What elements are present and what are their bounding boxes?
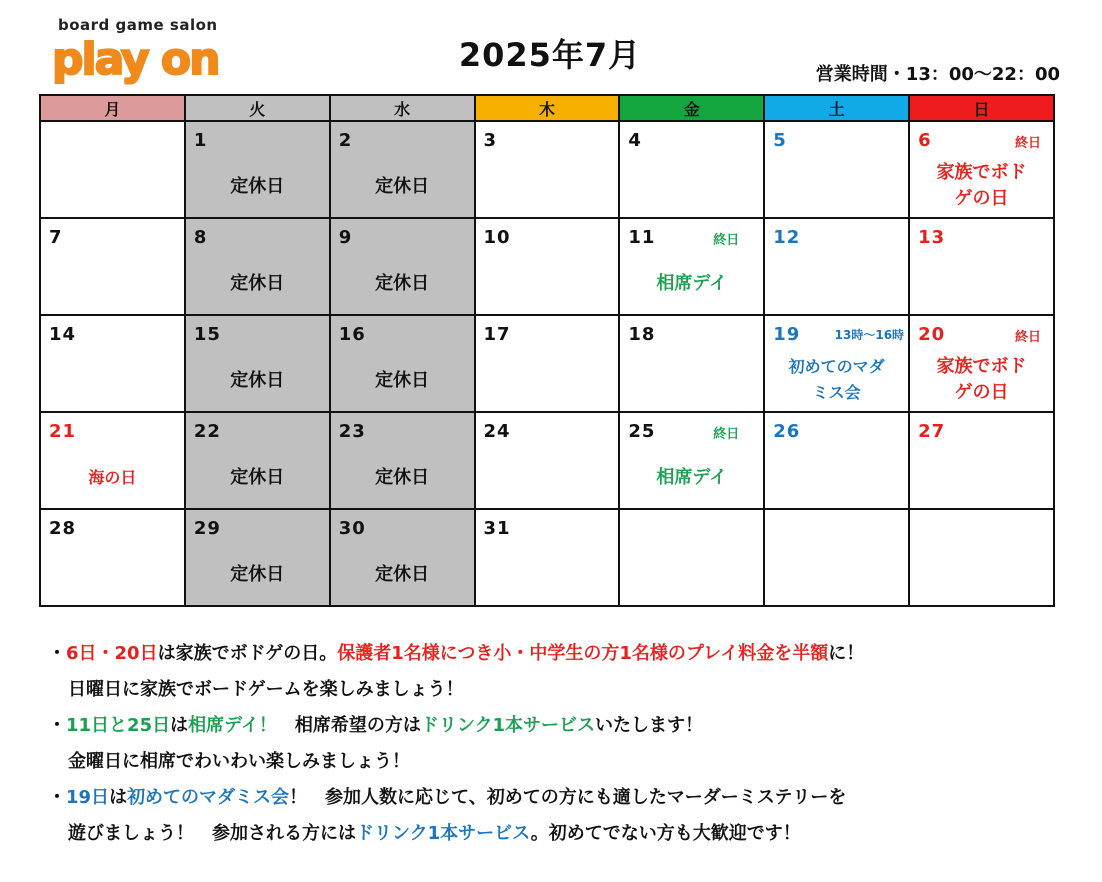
calendar-day	[909, 218, 1054, 315]
note-text: 。初めてでない方も大歓迎です！	[530, 823, 801, 844]
logo-wordmark-text: play on	[52, 34, 219, 85]
day-number: 3	[483, 130, 498, 151]
closed-day-label: 定休日	[375, 176, 430, 197]
day-number: 27	[918, 421, 946, 442]
weekday-sun: 日	[909, 95, 1054, 121]
note-family-day	[48, 636, 1088, 672]
calendar-day-empty	[619, 509, 764, 606]
calendar-day	[475, 509, 620, 606]
closed-day-label: 定休日	[375, 467, 430, 488]
closed-day-label: 定休日	[230, 176, 285, 197]
note-text: 相席希望の方は	[276, 715, 421, 736]
weekday-sat: 土	[764, 95, 909, 121]
all-day-tag: 終日	[713, 427, 740, 442]
calendar-day	[909, 121, 1054, 218]
logo	[50, 16, 230, 86]
closed-day-label: 定休日	[230, 564, 285, 585]
calendar-day	[619, 412, 764, 509]
weekday-tue: 火	[185, 95, 330, 121]
day-number: 19	[773, 324, 801, 345]
calendar-day	[909, 315, 1054, 412]
calendar-day	[40, 509, 185, 606]
note-mystery-line2	[48, 816, 1088, 852]
business-hours: 営業時間・13：00〜22：00	[815, 64, 1060, 85]
calendar-day	[475, 412, 620, 509]
calendar-day	[185, 412, 330, 509]
calendar-day-empty	[40, 121, 185, 218]
calendar-week-row	[40, 509, 1054, 606]
day-number: 15	[193, 324, 221, 345]
murder-mystery-event: 初めてのマダミス会	[788, 357, 885, 402]
note-highlight: 6日・20日	[66, 643, 158, 664]
day-number: 29	[193, 518, 221, 539]
family-boardgame-event: 家族でボドゲの日	[936, 356, 1027, 403]
closed-day-label: 定休日	[375, 564, 430, 585]
day-number: 24	[483, 421, 511, 442]
calendar-day	[185, 218, 330, 315]
calendar-week-row	[40, 412, 1054, 509]
note-text: いたします！	[595, 715, 704, 736]
note-highlight: 19日	[66, 787, 110, 808]
calendar-day	[330, 315, 475, 412]
day-number: 23	[338, 421, 366, 442]
note-highlight: 11日と25日	[66, 715, 171, 736]
day-number: 14	[49, 324, 77, 345]
calendar-day	[330, 121, 475, 218]
note-highlight: ドリンク1本サービス	[356, 823, 531, 844]
day-number: 16	[338, 324, 366, 345]
note-highlight: 相席デイ！	[188, 715, 277, 736]
calendar-day	[764, 121, 909, 218]
day-number: 21	[49, 421, 77, 442]
closed-day-label: 定休日	[230, 370, 285, 391]
closed-day-label: 定休日	[230, 467, 285, 488]
day-number: 12	[773, 227, 801, 248]
page-title: 2025年7月	[458, 36, 642, 74]
day-number: 9	[338, 227, 353, 248]
calendar-day	[764, 315, 909, 412]
note-text: は	[170, 715, 189, 736]
weekday-thu: 木	[475, 95, 620, 121]
note-shared-table	[48, 708, 1088, 744]
note-bullet: ・	[48, 715, 66, 736]
note-text: 遊びましょう！ 参加される方には	[68, 823, 356, 844]
holiday-label: 海の日	[88, 468, 137, 487]
day-number: 20	[918, 324, 946, 345]
day-number: 17	[483, 324, 511, 345]
calendar-day	[475, 121, 620, 218]
day-number: 4	[628, 130, 642, 151]
shared-table-event: 相席デイ	[656, 467, 728, 488]
note-mystery	[48, 780, 1088, 816]
day-number: 18	[628, 324, 656, 345]
note-highlight: 保護者1名様につき小・中学生の方1名様のプレイ料金を半額	[337, 643, 829, 664]
weekday-header-row	[40, 95, 1054, 121]
day-number: 7	[49, 227, 63, 248]
day-number: 11	[628, 227, 656, 248]
note-highlight: ドリンク1本サービス	[420, 715, 596, 736]
note-text: は家族でボドゲの日。	[157, 643, 338, 664]
calendar-day	[764, 218, 909, 315]
closed-day-label: 定休日	[230, 273, 285, 294]
closed-day-label: 定休日	[375, 370, 430, 391]
calendar-day	[619, 218, 764, 315]
day-number: 13	[918, 227, 946, 248]
calendar-day-empty	[764, 509, 909, 606]
calendar-day	[185, 509, 330, 606]
day-number: 2	[338, 130, 353, 151]
calendar-day	[40, 412, 185, 509]
weekday-fri: 金	[619, 95, 764, 121]
calendar-day-empty	[909, 509, 1054, 606]
day-number: 30	[338, 518, 366, 539]
note-highlight: 初めてのマダミス会	[127, 787, 290, 808]
shared-table-event: 相席デイ	[656, 273, 728, 294]
day-number: 31	[483, 518, 511, 539]
calendar-table	[39, 94, 1055, 607]
logo-wordmark	[50, 30, 228, 86]
calendar-day	[185, 121, 330, 218]
calendar-day	[40, 315, 185, 412]
calendar-day	[330, 412, 475, 509]
note-shared-table-line2: 金曜日に相席でわいわい楽しみましょう！	[68, 751, 410, 772]
note-text: に！	[828, 643, 865, 664]
day-number: 10	[483, 227, 511, 248]
day-number: 25	[628, 421, 656, 442]
calendar-week-row	[40, 121, 1054, 218]
calendar-day	[185, 315, 330, 412]
day-number: 5	[773, 130, 787, 151]
calendar-day	[619, 121, 764, 218]
weekday-mon: 月	[40, 95, 185, 121]
closed-day-label: 定休日	[375, 273, 430, 294]
note-text: ！ 参加人数に応じて、初めての方にも適したマーダーミステリーを	[289, 787, 847, 808]
calendar-day	[475, 218, 620, 315]
note-text: は	[109, 787, 128, 808]
family-boardgame-event: 家族でボドゲの日	[936, 162, 1027, 209]
calendar-day	[764, 412, 909, 509]
day-number: 22	[193, 421, 221, 442]
calendar-day	[475, 315, 620, 412]
calendar-day	[619, 315, 764, 412]
weekday-wed: 水	[330, 95, 475, 121]
note-bullet: ・	[48, 643, 66, 664]
day-number: 6	[918, 130, 932, 151]
notes-section	[48, 636, 1088, 852]
calendar-day	[40, 218, 185, 315]
calendar-day	[909, 412, 1054, 509]
day-number: 1	[193, 130, 208, 151]
note-family-day-line2: 日曜日に家族でボードゲームを楽しみましょう！	[68, 679, 464, 700]
day-number: 8	[193, 227, 208, 248]
all-day-tag: 終日	[1014, 330, 1041, 345]
calendar-week-row	[40, 218, 1054, 315]
logo-subtitle: board game salon	[58, 16, 218, 34]
day-number: 26	[773, 421, 801, 442]
day-number: 28	[49, 518, 77, 539]
all-day-tag: 終日	[713, 233, 740, 248]
time-range-tag: 13時〜16時	[834, 328, 905, 342]
calendar-day	[330, 509, 475, 606]
calendar-day	[330, 218, 475, 315]
calendar-week-row	[40, 315, 1054, 412]
note-bullet: ・	[48, 787, 66, 808]
all-day-tag: 終日	[1014, 136, 1041, 151]
